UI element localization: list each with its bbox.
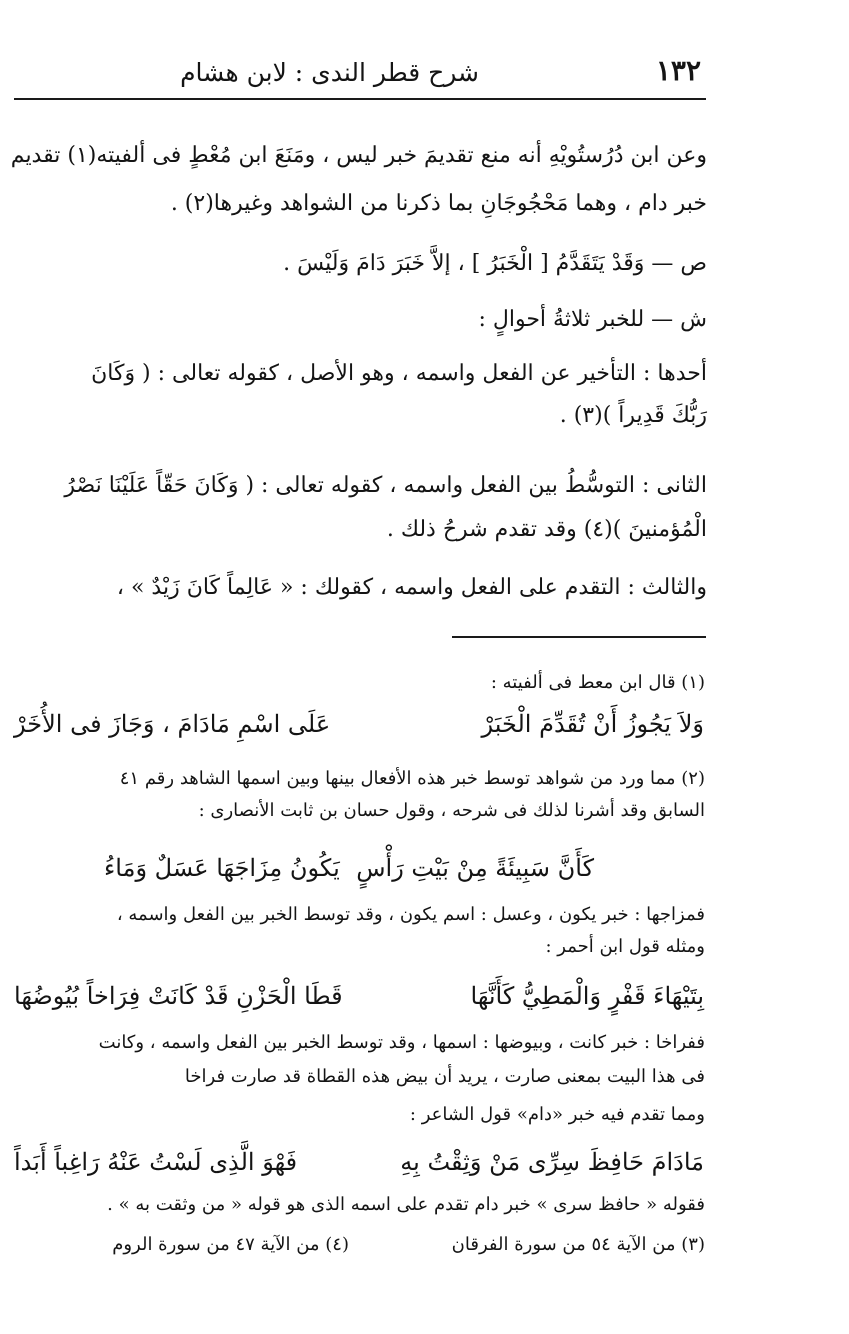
verse-hemistich: يَكُونُ مِزَاجَهَا عَسَلٌ وَمَاءُ (104, 854, 340, 882)
footnote-line: ومما تقدم فيه خبر «دام» قول الشاعر : (409, 1104, 705, 1125)
text-line: ش — للخبر ثلاثةُ أحوالٍ : (478, 307, 707, 332)
text-line: رَبُّكَ قَدِيراً )(٣) . (559, 403, 707, 428)
footnote-2: (٢) مما ورد من شواهد توسط خبر هذه الأفعال بينها وبين اسمها الشاهد رقم ٤١ (119, 768, 705, 789)
verse (14, 848, 704, 888)
verse (14, 1142, 704, 1182)
header-rule (14, 98, 706, 100)
verse (14, 704, 704, 744)
text-line: أحدها : التأخير عن الفعل واسمه ، وهو الأصل ، كقوله تعالى : ( وَكَانَ (91, 361, 707, 386)
text-line: الثانى : التوسُّطُ بين الفعل واسمه ، كقوله تعالى : ( وَكَانَ حَقّاً عَلَيْنَا نَصْرُ (64, 473, 707, 498)
verse-hemistich: فَهْوَ الَّذِى لَسْتُ عَنْهُ رَاغِباً أَبَداً (14, 1148, 298, 1176)
verse-hemistich: كَأَنَّ سَبِيئَةً مِنْ بَيْتِ رَأْسٍ (356, 854, 594, 882)
footnote-line: ففراخا : خبر كانت ، وبيوضها : اسمها ، وقد توسط الخبر بين الفعل واسمه ، وكانت (98, 1032, 705, 1053)
running-title: شرح قطر الندى : لابن هشام (180, 58, 479, 87)
page-number: ١٣٢ (655, 54, 701, 87)
text-line: وعن ابن دُرُستُويْهِ أنه منع تقديمَ خبر ليس ، ومَنَعَ ابن مُعْطٍ فى ألفيته(١) تقديم (10, 143, 707, 168)
page-header (0, 48, 849, 96)
verse-hemistich: قَطَا الْحَزْنِ قَدْ كَانَتْ فِرَاخاً بُيُوضُهَا (14, 982, 343, 1010)
footnote-line: فى هذا البيت بمعنى صارت ، يريد أن بيض هذه القطاة قد صارت فراخا (184, 1066, 705, 1087)
footnote-line: فقوله « حافظ سرى » خبر دام تقدم على اسمه الذى هو قوله « من وثقت به » . (107, 1194, 705, 1215)
verse (14, 976, 704, 1016)
footnote-line: ومثله قول ابن أحمر : (545, 936, 705, 957)
text-line: والثالث : التقدم على الفعل واسمه ، كقولك : « عَالِماً كَانَ زَيْدٌ » ، (116, 575, 707, 600)
footnote-3: (٣) من الآية ٥٤ من سورة الفرقان (451, 1234, 705, 1255)
text-line: خبر دام ، وهما مَحْجُوجَانِ بما ذكرنا من الشواهد وغيرها(٢) . (170, 191, 707, 216)
text-line: الْمُؤمنينَ )(٤) وقد تقدم شرحُ ذلك . (386, 517, 707, 542)
text-line: ص — وَقَدْ يَتَقَدَّمُ [ الْخَبَرُ ] ، إلاَّ خَبَرَ دَامَ وَلَيْسَ . (283, 251, 707, 276)
verse-hemistich: بِتَيْهَاءَ قَفْرٍ وَالْمَطِيُّ كَأَنَّهَا (470, 982, 704, 1010)
verse-hemistich: وَلاَ يَجُوزُ أَنْ تُقَدِّمَ الْخَبَرْ (481, 710, 704, 738)
footnote-1: (١) قال ابن معط فى ألفيته : (490, 672, 705, 693)
footnote-4: (٤) من الآية ٤٧ من سورة الروم (112, 1234, 349, 1255)
footnote-line: السابق وقد أشرنا لذلك فى شرحه ، وقول حسان بن ثابت الأنصارى : (198, 800, 705, 821)
footnote-separator (452, 636, 706, 638)
verse-hemistich: عَلَى اسْمِ مَادَامَ ، وَجَازَ فى الأُخَرْ (14, 710, 331, 738)
verse-hemistich: مَادَامَ حَافِظَ سِرِّى مَنْ وَثِقْتُ بِهِ (400, 1148, 704, 1176)
footnote-line: فمزاجها : خبر يكون ، وعسل : اسم يكون ، وقد توسط الخبر بين الفعل واسمه ، (116, 904, 705, 925)
